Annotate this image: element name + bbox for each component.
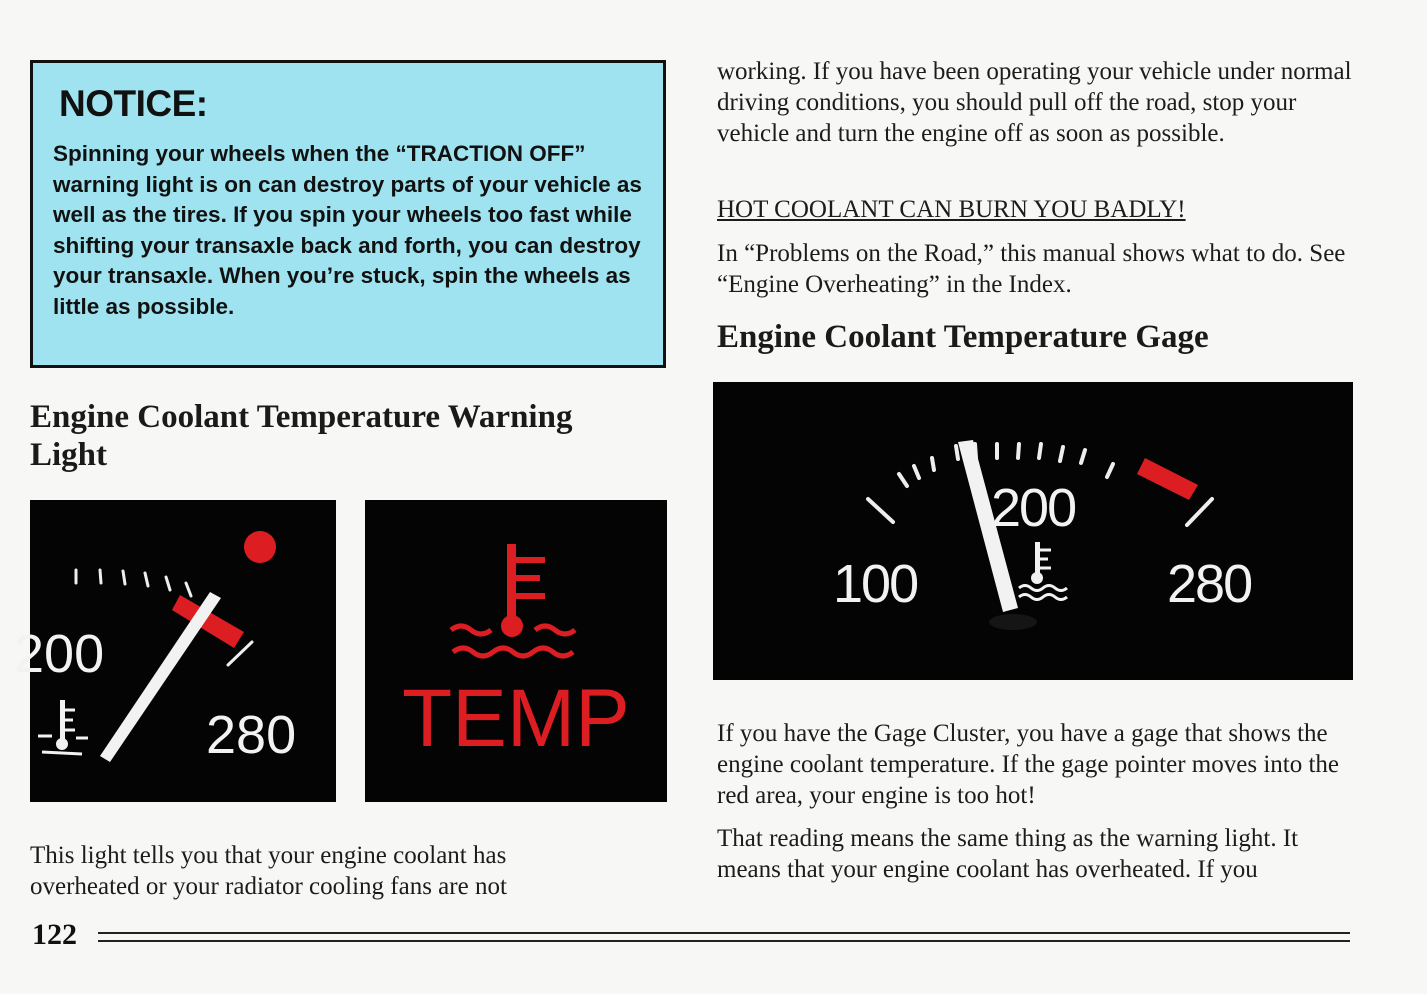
footer-rule-top: [98, 932, 1350, 934]
page-number: 122: [32, 918, 77, 951]
warning-light-heading: Engine Coolant Temperature Warning Light: [30, 399, 573, 473]
coolant-temperature-icon: [1019, 542, 1067, 600]
temp-warning-label: TEMP: [402, 673, 630, 764]
temp-warning-light-image: [365, 500, 667, 802]
gage-paragraph-2: That reading means the same thing as the warning light. It means that your engine coolant has overheated. If you: [717, 825, 1299, 883]
gage-280-label: 280: [1167, 554, 1252, 614]
footer-rule-bottom: [98, 940, 1350, 942]
gauge-closeup-200-label: 200: [14, 624, 105, 684]
temperature-gage-image: [713, 382, 1353, 680]
coolant-temperature-icon: [38, 700, 88, 754]
hot-coolant-warning: HOT COOLANT CAN BURN YOU BADLY!: [717, 196, 1186, 223]
gauge-closeup-280-label: 280: [206, 705, 297, 765]
notice-body: Spinning your wheels when the “TRACTION OFF” warning light is on can destroy parts of your vehicle as well as the tires. If you spin your wheels too fast while shifting your transaxle back and forth, you can destroy your transaxle. When you’re stuck, spin the wheels as little as possible.: [53, 141, 642, 319]
thermometer-icon: [451, 544, 575, 656]
gage-100-label: 100: [833, 554, 918, 614]
temperature-gage-heading: Engine Coolant Temperature Gage: [717, 319, 1209, 355]
warning-light-caption: This light tells you that your engine coolant has overheated or your radiator cooling fans are not: [30, 842, 507, 900]
gauge-closeup-image: [14, 500, 336, 802]
reference-text: In “Problems on the Road,” this manual shows what to do. See “Engine Overheating” in the Index.: [717, 240, 1346, 298]
gage-paragraph-1: If you have the Gage Cluster, you have a gage that shows the engine coolant temperature. If the gage pointer moves into the red area, your engine is too hot!: [717, 720, 1339, 809]
continued-text: working. If you have been operating your vehicle under normal driving conditions, you should pull off the road, stop your vehicle and turn the engine off as soon as possible.: [717, 58, 1352, 147]
notice-title: NOTICE:: [59, 83, 208, 124]
gage-200-label: 200: [991, 478, 1076, 538]
notice-box: [30, 60, 666, 368]
